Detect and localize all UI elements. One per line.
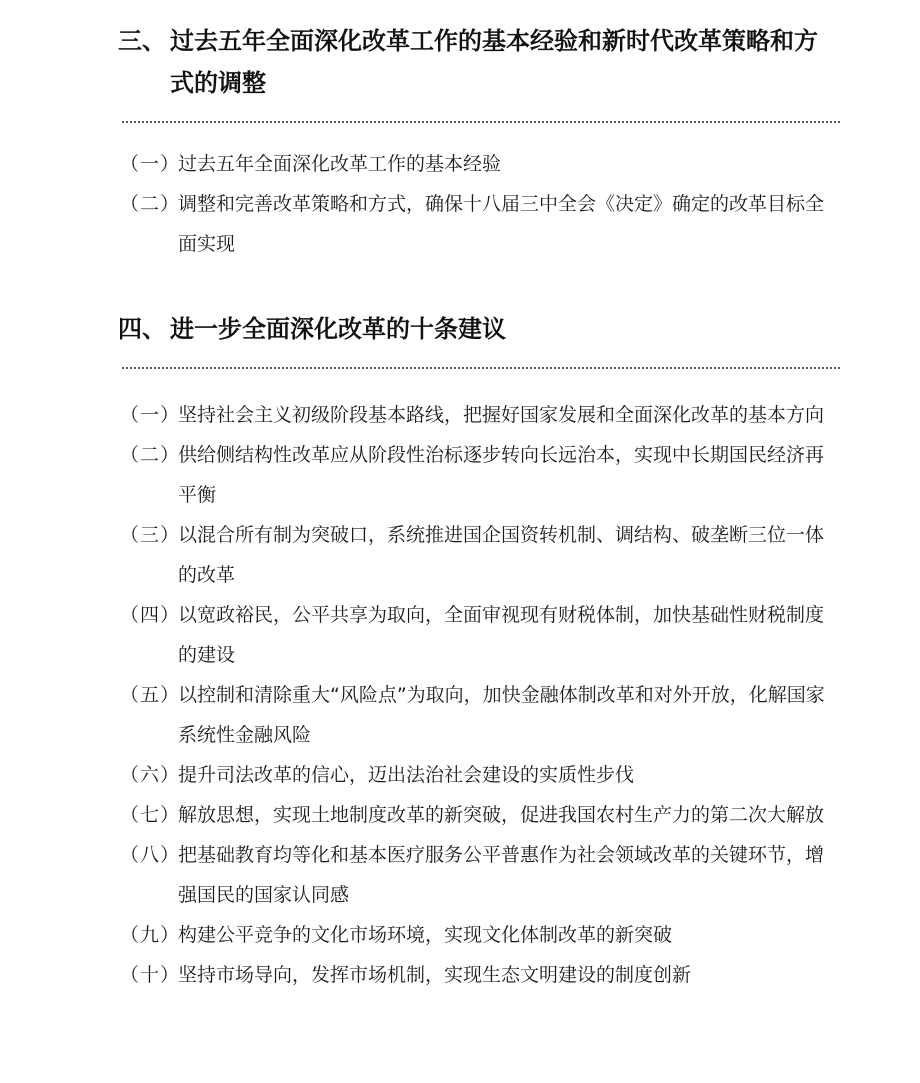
section-four-title: 进一步全面深化改革的十条建议 <box>170 315 506 343</box>
item-text: 以宽政裕民，公平共享为取向，全面审视现有财税体制，加快基础性财税制度的建设 <box>178 604 825 666</box>
dotted-divider <box>122 121 840 123</box>
item-text: 供给侧结构性改革应从阶段性治标逐步转向长远治本，实现中长期国民经济再平衡 <box>178 444 825 506</box>
item-number: （十） <box>120 964 181 986</box>
item-text: 坚持社会主义初级阶段基本路线，把握好国家发展和全面深化改革的基本方向 <box>178 404 825 426</box>
list-item <box>120 515 832 595</box>
list-item <box>120 144 832 184</box>
item-text: 调整和完善改革策略和方式，确保十八届三中全会《决定》确定的改革目标全面实现 <box>178 193 825 255</box>
list-item <box>120 675 832 755</box>
section-three-list <box>0 144 920 264</box>
item-text: 提升司法改革的信心，迈出法治社会建设的实质性步伐 <box>178 764 635 786</box>
item-number: （七） <box>120 804 181 826</box>
list-item <box>120 915 832 955</box>
section-three-heading <box>118 20 838 104</box>
item-number: （二） <box>120 444 181 466</box>
item-text: 以控制和清除重大“风险点”为取向，加快金融体制改革和对外开放，化解国家系统性金融风险 <box>178 684 825 746</box>
section-four-list <box>0 395 920 995</box>
section-three <box>0 20 920 264</box>
list-item <box>120 395 832 435</box>
list-item <box>120 955 832 995</box>
section-three-number: 三、 <box>118 27 166 55</box>
item-number: （一） <box>120 404 181 426</box>
list-item <box>120 795 832 835</box>
list-item <box>120 835 832 915</box>
item-number: （三） <box>120 524 181 546</box>
item-number: （五） <box>120 684 181 706</box>
item-number: （二） <box>120 193 181 215</box>
list-item <box>120 595 832 675</box>
list-item <box>120 184 832 264</box>
section-three-title: 过去五年全面深化改革工作的基本经验和新时代改革策略和方式的调整 <box>170 27 818 97</box>
item-text: 以混合所有制为突破口，系统推进国企国资转机制、调结构、破垄断三位一体的改革 <box>178 524 825 586</box>
list-item <box>120 435 832 515</box>
list-item <box>120 755 832 795</box>
item-text: 构建公平竞争的文化市场环境，实现文化体制改革的新突破 <box>178 924 673 946</box>
item-number: （四） <box>120 604 181 626</box>
item-number: （六） <box>120 764 181 786</box>
item-number: （九） <box>120 924 181 946</box>
item-text: 过去五年全面深化改革工作的基本经验 <box>178 153 502 175</box>
item-text: 坚持市场导向，发挥市场机制，实现生态文明建设的制度创新 <box>178 964 692 986</box>
dotted-divider <box>122 367 840 369</box>
item-text: 解放思想，实现土地制度改革的新突破，促进我国农村生产力的第二次大解放 <box>178 804 825 826</box>
item-number: （一） <box>120 153 181 175</box>
section-four-number: 四、 <box>118 315 166 343</box>
section-four-heading <box>118 308 838 350</box>
item-number: （八） <box>120 844 181 866</box>
item-text: 把基础教育均等化和基本医疗服务公平普惠作为社会领域改革的关键环节，增强国民的国家认同感 <box>178 844 825 906</box>
section-four <box>0 308 920 995</box>
